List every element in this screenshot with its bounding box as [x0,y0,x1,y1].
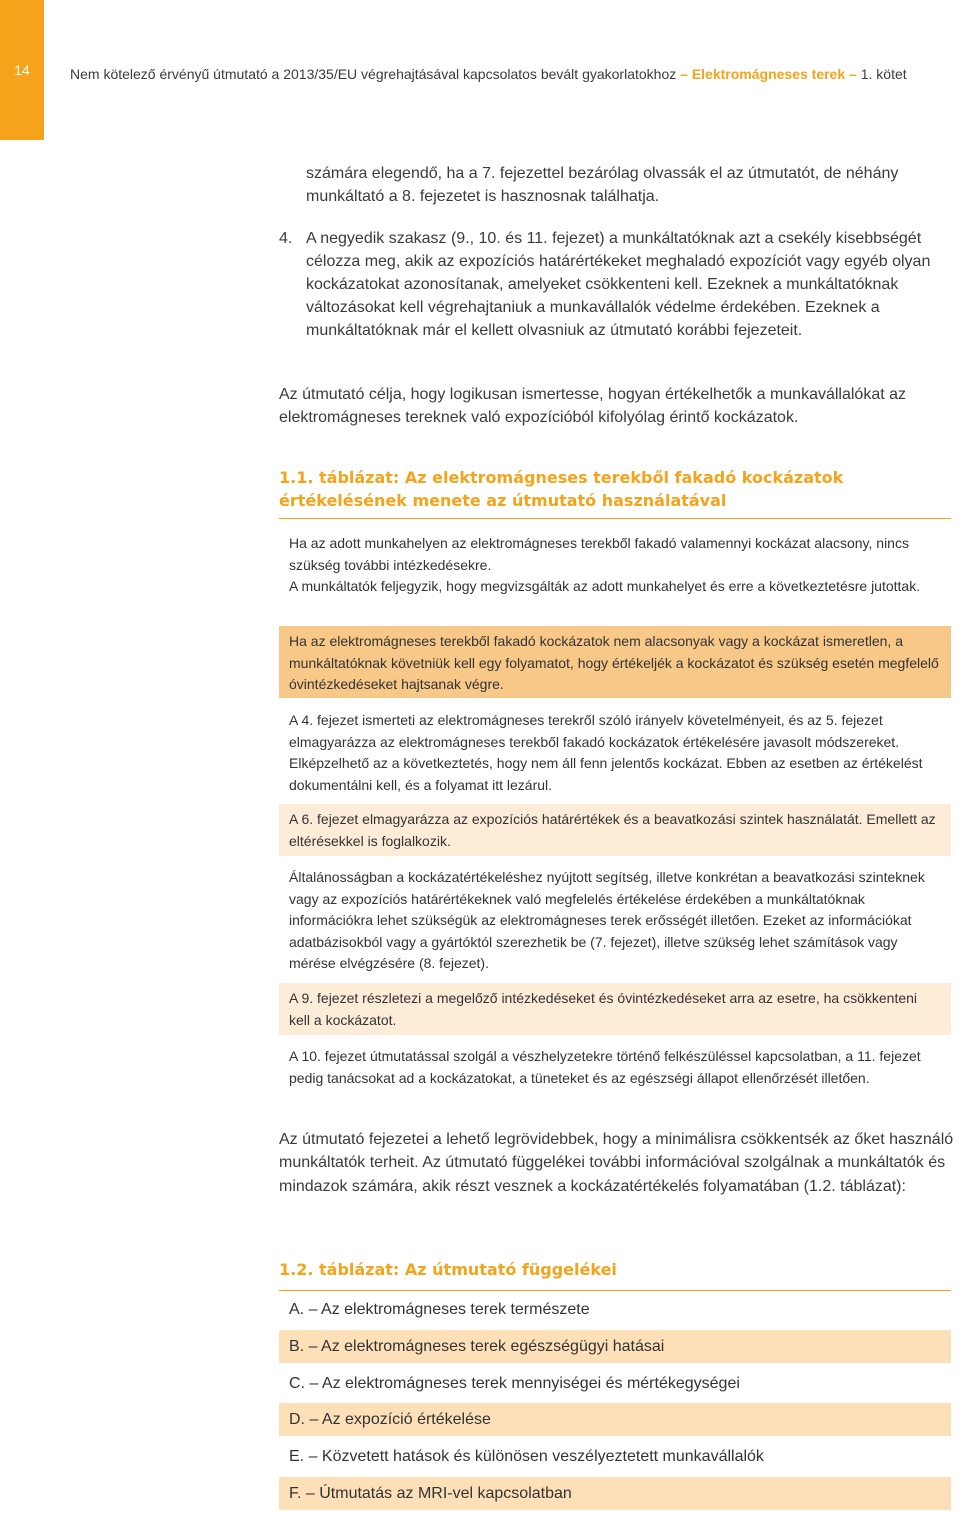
intro-paragraph-continuation: számára elegendő, ha a 7. fejezettel bezárólag olvassák el az útmutatót, de néhány munkáltató a 8. fejezetet is hasznosnak találhatja. [306,165,899,205]
list-item-text: A negyedik szakasz (9., 10. és 11. fejezet) a munkáltatóknak azt a csekély kisebbségét célozza meg, akik az expozíciós határértékeket meghaladó expozíciót vagy egyéb olyan kockázatokat azonosítanak, amelyeket csökkenteni kell. Ezeknek a munkáltatóknak változásokat kell végrehajtaniuk a munkavállalók védelme érdekében. Ezeknek a munkáltatóknak már el kellett olvasniuk az útmutató korábbi fejezeteit. [306,230,931,339]
header-volume: 1. kötet [860,66,907,82]
annex-item: C. – Az elektromágneses terek mennyiségei és mértékegységei [289,1375,740,1392]
running-header [70,66,907,82]
annex-item: D. – Az expozíció értékelése [279,1403,951,1436]
table-1-row: A 9. fejezet részletezi a megelőző intézkedéseket és óvintézkedéseket arra az esetre, ha csökkenteni kell a kockázatot. [279,983,951,1035]
table-2-title: 1.2. táblázat: Az útmutató függelékei [279,1260,617,1279]
table-1-title: 1.1. táblázat: Az elektromágneses terekből fakadó kockázatok értékelésének menete az útmutató használatával [279,468,844,510]
list-item-number: 4. [279,230,293,247]
annex-item: E. – Közvetett hatások és különösen veszélyeztetett munkavállalók [289,1448,764,1465]
purpose-paragraph: Az útmutató célja, hogy logikusan ismertesse, hogyan értékelhetők a munkavállalókat az elektromágneses tereknek való expozícióból kifolyólag érintő kockázatok. [279,386,907,426]
chapters-paragraph: Az útmutató fejezetei a lehető legrövidebbek, hogy a minimálisra csökkentsék az őket használó munkáltatók terheit. Az útmutató függelékei további információval szolgálnak a munkáltatók és mindazok számára, akik részt vesznek a kockázatértékelés folyamatában (1.2. táblázat): [279,1131,954,1195]
table-1-row: Ha az adott munkahelyen az elektromágneses terekből fakadó valamennyi kockázat alacsony, nincs szükség további intézkedésekre. A munkáltatók feljegyzik, hogy megvizsgálták az adott munkahelyet és erre a következtetésre jutottak. [289,535,921,595]
table-1-row: A 6. fejezet elmagyarázza az expozíciós határértékek és a beavatkozási szintek használatát. Emellett az eltérésekkel is foglalkozik. [279,804,951,856]
page-number: 14 [14,62,30,78]
table-1-rule [279,518,951,519]
table-1-row: Általánosságban a kockázatértékeléshez nyújtott segítség, illetve konkrétan a beavatkozási szinteknek vagy az expozíciós határértékeknek való megfelelés értékelése érdekében a munkáltatóknak információkra lehet szükségük az elektromágneses terek erősségét illetően. Ezeket az információkat adatbázisokból vagy a gyártóktól szerezhetik be (7. fejezet), illetve szükség lehet számítások vagy mérése elvégzésére (8. fejezet). [289,869,925,972]
header-dash-2: – [849,66,857,82]
table-2-rule [279,1290,951,1291]
running-title: Nem kötelező érvényű útmutató a 2013/35/EU végrehajtásával kapcsolatos bevált gyakorlatokhoz [70,66,677,82]
annex-item: B. – Az elektromágneses terek egészségügyi hatásai [279,1330,951,1363]
table-1-row: A 4. fejezet ismerteti az elektromágneses terekről szóló irányelv követelményeit, és az 5. fejezet elmagyarázza az elektromágneses terekből fakadó kockázatok értékelésére javasolt módszereket. Elképzelhető az a következtetés, hogy nem áll fenn jelentős kockázat. Ebben az esetben az értékelést dokumentálni kell, és a folyamat itt lezárul. [289,712,923,793]
annex-item: A. – Az elektromágneses terek természete [289,1301,590,1318]
header-dash: – [680,66,688,82]
annex-item: F. – Útmutatás az MRI-vel kapcsolatban [279,1477,951,1510]
header-section: Elektromágneses terek [691,66,846,82]
table-1-row: Ha az elektromágneses terekből fakadó kockázatok nem alacsonyak vagy a kockázat ismeretlen, a munkáltatóknak követniük kell egy folyamatot, hogy értékeljék a kockázatot és szükség esetén megfelelő óvintézkedéseket hajtsanak végre. [279,626,951,698]
table-1-row: A 10. fejezet útmutatással szolgál a vészhelyzetekre történő felkészüléssel kapcsolatban, a 11. fejezet pedig tanácsokat ad a kockázatokat, a tüneteket és az egészségi állapot ellenőrzését illetően. [289,1048,921,1086]
